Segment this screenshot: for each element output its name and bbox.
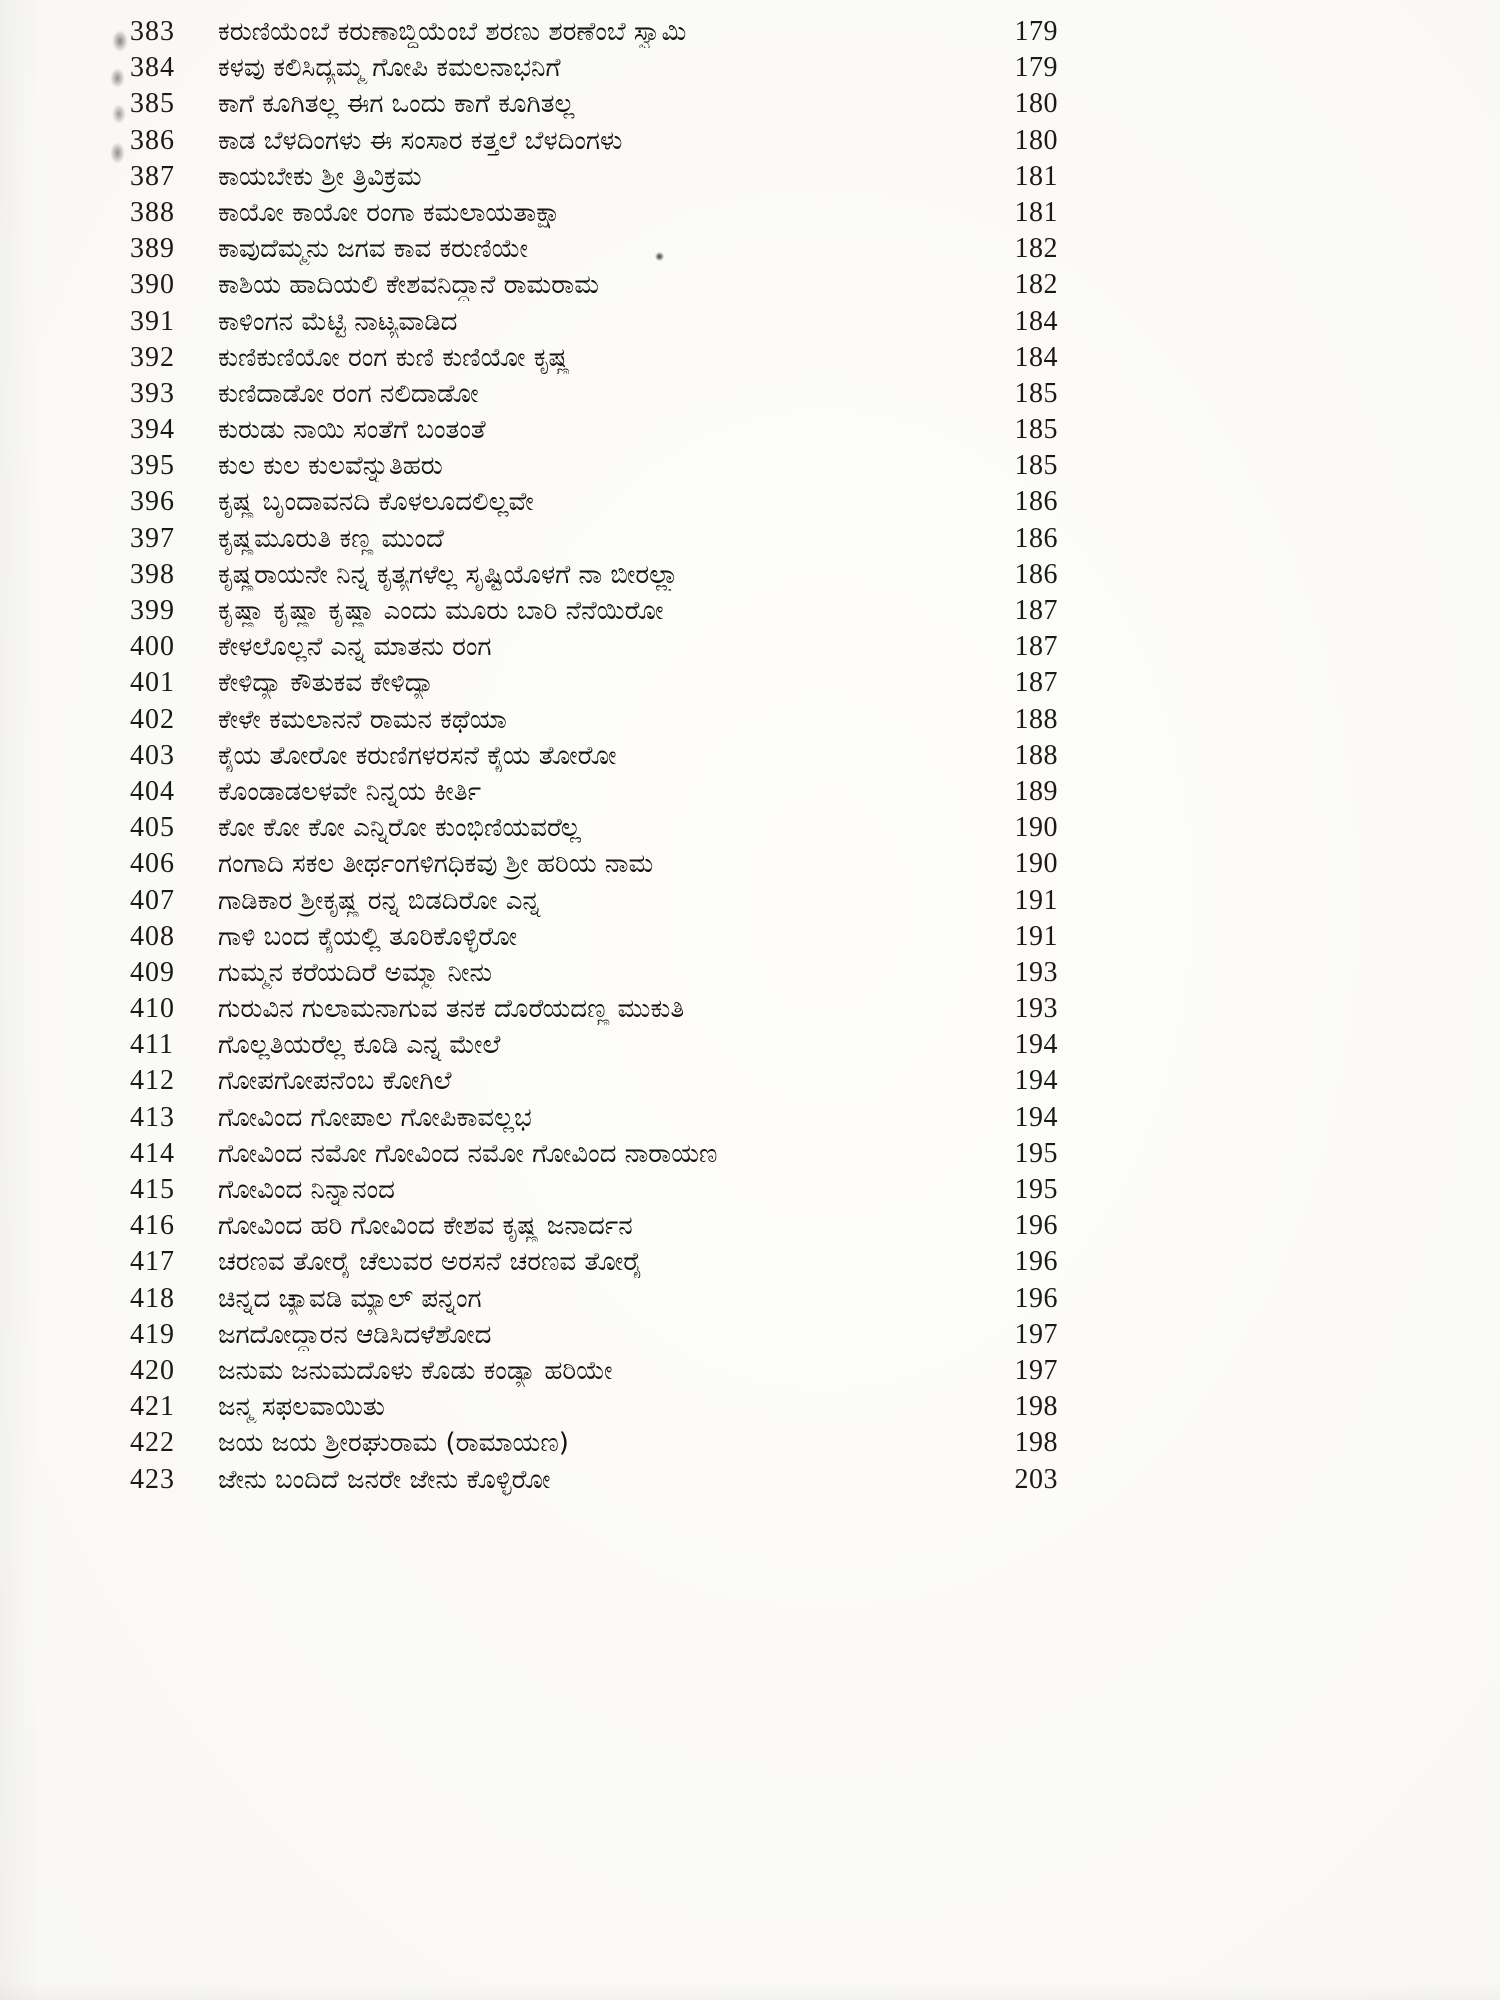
entry-serial-number: 386 <box>130 124 175 156</box>
index-entry-row <box>130 776 1058 812</box>
entry-page-number: 179 <box>1014 52 1058 84</box>
entry-page-number: 180 <box>1014 124 1058 156</box>
scan-artifact <box>110 142 125 164</box>
index-entry-row <box>130 559 1058 595</box>
entry-page-number: 188 <box>1014 739 1058 771</box>
entry-serial-number: 384 <box>130 52 175 84</box>
entry-serial-number: 411 <box>130 1029 174 1061</box>
entry-serial-number: 409 <box>130 956 175 988</box>
entry-page-number: 198 <box>1014 1427 1058 1459</box>
index-entry-row <box>130 921 1058 957</box>
scan-artifact <box>112 104 126 124</box>
entry-song-title: ಕೃಷ್ಣಾ ಕೃಷ್ಣಾ ಕೃಷ್ಣಾ ಎಂದು ಮೂರು ಬಾರಿ ನೆನೆಯಿರೋ <box>218 596 664 626</box>
entry-page-number: 194 <box>1014 1065 1058 1097</box>
entry-song-title: ಜಗದೋದ್ಧಾರನ ಆಡಿಸಿದಳೆಶೋದ <box>218 1319 492 1350</box>
entry-page-number: 186 <box>1014 522 1058 554</box>
index-entry-row <box>130 595 1058 631</box>
index-entry-row <box>130 667 1058 703</box>
index-entry-row <box>130 1174 1058 1210</box>
entry-page-number: 197 <box>1014 1318 1058 1350</box>
entry-serial-number: 405 <box>130 812 175 844</box>
entry-serial-number: 420 <box>130 1354 175 1386</box>
entry-page-number: 186 <box>1014 558 1058 590</box>
entry-page-number: 187 <box>1014 595 1058 626</box>
entry-serial-number: 400 <box>130 631 175 663</box>
index-entry-row <box>130 52 1058 88</box>
entry-song-title: ಗಾಳಿ ಬಂದ ಕೈಯಲ್ಲಿ ತೂರಿಕೊಳ್ಳಿರೋ <box>218 921 518 952</box>
entry-song-title: ಕೊಂಡಾಡಲಳವೇ ನಿನ್ನಯ ಕೀರ್ತಿ <box>218 776 482 807</box>
entry-page-number: 185 <box>1014 450 1058 482</box>
entry-page-number: 187 <box>1014 667 1058 699</box>
entry-song-title: ಗುರುವಿನ ಗುಲಾಮನಾಗುವ ತನಕ ದೊರೆಯದಣ್ಣ ಮುಕುತಿ <box>218 994 685 1025</box>
entry-serial-number: 406 <box>130 848 175 880</box>
entry-song-title: ಗಾಡಿಕಾರ ಶ್ರೀಕೃಷ್ಣ ರನ್ನ ಬಿಡದಿರೋ ಎನ್ನ <box>218 885 541 916</box>
entry-serial-number: 393 <box>130 377 175 409</box>
entry-serial-number: 416 <box>130 1210 175 1242</box>
entry-song-title: ಕರುಣಿಯೆಂಬೆ ಕರುಣಾಬ್ಧಿಯೆಂಬೆ ಶರಣು ಶರಣೆಂಬೆ ಸ್ವಾಮಿ <box>218 17 687 47</box>
entry-page-number: 195 <box>1014 1174 1058 1205</box>
entry-song-title: ಗೋವಿಂದ ಹರಿ ಗೋವಿಂದ ಕೇಶವ ಕೃಷ್ಣ ಜನಾರ್ದನ <box>218 1211 633 1242</box>
entry-page-number: 190 <box>1014 812 1058 844</box>
entry-serial-number: 407 <box>130 884 175 916</box>
index-entry-row <box>130 848 1058 884</box>
song-index-list <box>130 16 1058 1500</box>
entry-serial-number: 414 <box>130 1137 175 1169</box>
entry-serial-number: 402 <box>130 703 175 735</box>
entry-page-number: 179 <box>1014 16 1058 47</box>
entry-song-title: ಕುಲ ಕುಲ ಕುಲವೆನ್ನುತಿಹರು <box>218 451 443 482</box>
entry-page-number: 181 <box>1014 160 1058 192</box>
entry-page-number: 196 <box>1014 1210 1058 1242</box>
entry-serial-number: 421 <box>130 1391 175 1423</box>
entry-serial-number: 396 <box>130 486 175 518</box>
entry-song-title: ಜನ್ಮ ಸಫಲವಾಯಿತು <box>218 1392 385 1423</box>
index-entry-row <box>130 378 1058 414</box>
entry-serial-number: 399 <box>130 595 175 626</box>
entry-serial-number: 395 <box>130 450 175 482</box>
entry-song-title: ಕೃಷ್ಣಮೂರುತಿ ಕಣ್ಣ ಮುಂದೆ <box>218 523 444 554</box>
index-entry-row <box>130 1029 1058 1065</box>
entry-serial-number: 392 <box>130 341 175 373</box>
entry-song-title: ಕೃಷ್ಣರಾಯನೇ ನಿನ್ನ ಕೃತ್ಯಗಳೆಲ್ಲ ಸೃಷ್ಟಿಯೊಳಗೆ ನಾ ಬೀರಲ್ಲ್ಯಾ <box>218 559 683 590</box>
entry-song-title: ಚಿನ್ನದ ಚ್ಯಾವಡಿ ಮ್ಯಾಲ್ ಪನ್ನಂಗ <box>218 1283 482 1314</box>
index-entry-row <box>130 450 1058 486</box>
entry-page-number: 197 <box>1014 1354 1058 1386</box>
entry-page-number: 203 <box>1014 1463 1058 1495</box>
entry-page-number: 186 <box>1014 486 1058 518</box>
index-entry-row <box>130 885 1058 921</box>
index-entry-row <box>130 342 1058 378</box>
entry-song-title: ಕುಣಿಕುಣಿಯೋ ರಂಗ ಕುಣಿ ಕುಣಿಯೋ ಕೃಷ್ಣ <box>218 342 570 373</box>
index-entry-row <box>130 1065 1058 1101</box>
index-entry-row <box>130 16 1058 52</box>
entry-serial-number: 413 <box>130 1101 175 1133</box>
index-entry-row <box>130 306 1058 342</box>
index-entry-row <box>130 523 1058 559</box>
entry-serial-number: 418 <box>130 1282 175 1314</box>
scan-artifact <box>112 30 128 52</box>
entry-song-title: ಕೋ ಕೋ ಕೋ ಎನ್ನಿರೋ ಕುಂಭಿಣಿಯವರೆಲ್ಲ <box>218 813 581 844</box>
entry-song-title: ಕೇಳಲೊಲ್ಲನೆ ಎನ್ನ ಮಾತನು ರಂಗ <box>218 632 492 663</box>
index-entry-row <box>130 1319 1058 1355</box>
index-entry-row <box>130 1464 1058 1500</box>
entry-song-title: ಕಳವು ಕಲಿಸಿದ್ಯಮ್ಮ ಗೋಪಿ ಕಮಲನಾಭನಿಗೆ <box>218 53 561 84</box>
index-entry-row <box>130 88 1058 124</box>
entry-serial-number: 391 <box>130 305 175 337</box>
entry-song-title: ಗೋವಿಂದ ನಿನ್ನಾನಂದ <box>218 1175 395 1205</box>
entry-serial-number: 397 <box>130 522 175 554</box>
entry-song-title: ಗುಮ್ಮನ ಕರೆಯದಿರೆ ಅಮ್ಮಾ ನೀನು <box>218 957 493 988</box>
entry-song-title: ಕಾವುದೆಮ್ಮನು ಜಗವ ಕಾವ ಕರುಣಿಯೇ <box>218 234 528 265</box>
entry-page-number: 188 <box>1014 703 1058 735</box>
entry-song-title: ಗೊಲ್ಲತಿಯರೆಲ್ಲ ಕೂಡಿ ಎನ್ನ ಮೇಲೆ <box>218 1030 501 1061</box>
entry-song-title: ಕಾಯೋ ಕಾಯೋ ರಂಗಾ ಕಮಲಾಯತಾಕ್ಷಾ <box>218 197 562 228</box>
entry-serial-number: 404 <box>130 775 175 807</box>
entry-song-title: ಕುರುಡು ನಾಯಿ ಸಂತೆಗೆ ಬಂತಂತೆ <box>218 415 486 446</box>
entry-serial-number: 385 <box>130 88 175 120</box>
entry-serial-number: 403 <box>130 739 175 771</box>
entry-page-number: 184 <box>1014 341 1058 373</box>
index-entry-row <box>130 486 1058 522</box>
entry-page-number: 190 <box>1014 848 1058 880</box>
entry-song-title: ಕೇಳೇ ಕಮಲಾನನೆ ರಾಮನ ಕಥೆಯಾ <box>218 704 507 735</box>
entry-song-title: ಕಾಗೆ ಕೂಗಿತಲ್ಲ ಈಗ ಒಂದು ಕಾಗೆ ಕೂಗಿತಲ್ಲ <box>218 89 575 120</box>
entry-song-title: ಜೇನು ಬಂದಿದೆ ಜನರೇ ಜೇನು ಕೊಳ್ಳಿರೋ <box>218 1464 551 1495</box>
entry-song-title: ಜಯ ಜಯ ಶ್ರೀರಘುರಾಮ (ರಾಮಾಯಣ) <box>218 1428 569 1459</box>
entry-serial-number: 419 <box>130 1318 175 1350</box>
entry-page-number: 195 <box>1014 1137 1058 1169</box>
entry-song-title: ಕುಣಿದಾಡೋ ರಂಗ ನಲಿದಾಡೋ <box>218 378 479 409</box>
entry-song-title: ಗಂಗಾದಿ ಸಕಲ ತೀರ್ಥಂಗಳಿಗಧಿಕವು ಶ್ರೀ ಹರಿಯ ನಾಮ <box>218 849 654 880</box>
entry-page-number: 180 <box>1014 88 1058 120</box>
entry-serial-number: 422 <box>130 1427 175 1459</box>
index-entry-row <box>130 812 1058 848</box>
entry-serial-number: 408 <box>130 920 175 952</box>
entry-page-number: 182 <box>1014 269 1058 301</box>
entry-song-title: ಕೃಷ್ಣ ಬೃಂದಾವನದಿ ಕೊಳಲೂದಲಿಲ್ಲವೇ <box>218 487 534 518</box>
entry-page-number: 193 <box>1014 993 1058 1025</box>
entry-page-number: 181 <box>1014 196 1058 228</box>
entry-serial-number: 417 <box>130 1246 175 1278</box>
entry-song-title: ಕಾಡ ಬೆಳದಿಂಗಳು ಈ ಸಂಸಾರ ಕತ್ತಲೆ ಬೆಳದಿಂಗಳು <box>218 125 623 156</box>
index-entry-row <box>130 161 1058 197</box>
entry-song-title: ಕಾಶಿಯ ಹಾದಿಯಲಿ ಕೇಶವನಿದ್ದಾನೆ ರಾಮರಾಮ <box>218 270 599 301</box>
entry-serial-number: 401 <box>130 667 175 699</box>
index-entry-row <box>130 993 1058 1029</box>
entry-page-number: 182 <box>1014 233 1058 265</box>
entry-song-title: ಕೈಯ ತೋರೋ ಕರುಣಿಗಳರಸನೆ ಕೈಯ ತೋರೋ <box>218 740 617 771</box>
entry-page-number: 191 <box>1014 884 1058 916</box>
entry-serial-number: 415 <box>130 1174 175 1205</box>
entry-serial-number: 383 <box>130 16 175 47</box>
entry-song-title: ಕಾಳಿಂಗನ ಮೆಟ್ಟಿ ನಾಟ್ಯವಾಡಿದ <box>218 306 458 337</box>
entry-serial-number: 394 <box>130 414 175 446</box>
entry-page-number: 196 <box>1014 1282 1058 1314</box>
entry-serial-number: 387 <box>130 160 175 192</box>
entry-page-number: 191 <box>1014 920 1058 952</box>
entry-page-number: 184 <box>1014 305 1058 337</box>
entry-page-number: 189 <box>1014 775 1058 807</box>
index-entry-row <box>130 125 1058 161</box>
entry-song-title: ಚರಣವ ತೋರೈ ಚೆಲುವರ ಅರಸನೆ ಚರಣವ ತೋರೈ <box>218 1247 643 1278</box>
entry-page-number: 194 <box>1014 1029 1058 1061</box>
index-entry-row <box>130 1427 1058 1463</box>
entry-serial-number: 398 <box>130 558 175 590</box>
entry-song-title: ಗೋಪಗೋಪನೆಂಬ ಕೋಗಿಲೆ <box>218 1066 452 1097</box>
entry-page-number: 196 <box>1014 1246 1058 1278</box>
index-entry-row <box>130 957 1058 993</box>
entry-song-title: ಕೇಳಿದ್ಯಾ ಕೌತುಕವ ಕೇಳಿದ್ಯಾ <box>218 668 435 699</box>
index-entry-row <box>130 1102 1058 1138</box>
entry-page-number: 187 <box>1014 631 1058 663</box>
entry-song-title: ಗೋವಿಂದ ಗೋಪಾಲ ಗೋಪಿಕಾವಲ್ಲಭ <box>218 1102 532 1133</box>
entry-serial-number: 389 <box>130 233 175 265</box>
entry-serial-number: 390 <box>130 269 175 301</box>
index-entry-row <box>130 1391 1058 1427</box>
entry-page-number: 193 <box>1014 956 1058 988</box>
index-entry-row <box>130 1283 1058 1319</box>
index-entry-row <box>130 704 1058 740</box>
index-entry-row <box>130 1210 1058 1246</box>
index-entry-row <box>130 1246 1058 1282</box>
entry-page-number: 198 <box>1014 1391 1058 1423</box>
entry-serial-number: 410 <box>130 993 175 1025</box>
entry-page-number: 185 <box>1014 414 1058 446</box>
scan-artifact <box>110 68 125 88</box>
index-entry-row <box>130 1355 1058 1391</box>
entry-song-title: ಕಾಯಬೇಕು ಶ್ರೀ ತ್ರಿವಿಕ್ರಮ <box>218 161 422 192</box>
index-entry-row <box>130 740 1058 776</box>
index-entry-row <box>130 197 1058 233</box>
index-entry-row <box>130 1138 1058 1174</box>
entry-page-number: 185 <box>1014 377 1058 409</box>
index-entry-row <box>130 233 1058 269</box>
index-entry-row <box>130 269 1058 305</box>
entry-page-number: 194 <box>1014 1101 1058 1133</box>
entry-serial-number: 388 <box>130 196 175 228</box>
entry-song-title: ಗೋವಿಂದ ನಮೋ ಗೋವಿಂದ ನಮೋ ಗೋವಿಂದ ನಾರಾಯಣ <box>218 1138 718 1169</box>
entry-song-title: ಜನುಮ ಜನುಮದೊಳು ಕೊಡು ಕಂಡ್ಯಾ ಹರಿಯೇ <box>218 1355 613 1386</box>
entry-serial-number: 423 <box>130 1463 175 1495</box>
entry-serial-number: 412 <box>130 1065 175 1097</box>
index-entry-row <box>130 414 1058 450</box>
index-entry-row <box>130 631 1058 667</box>
